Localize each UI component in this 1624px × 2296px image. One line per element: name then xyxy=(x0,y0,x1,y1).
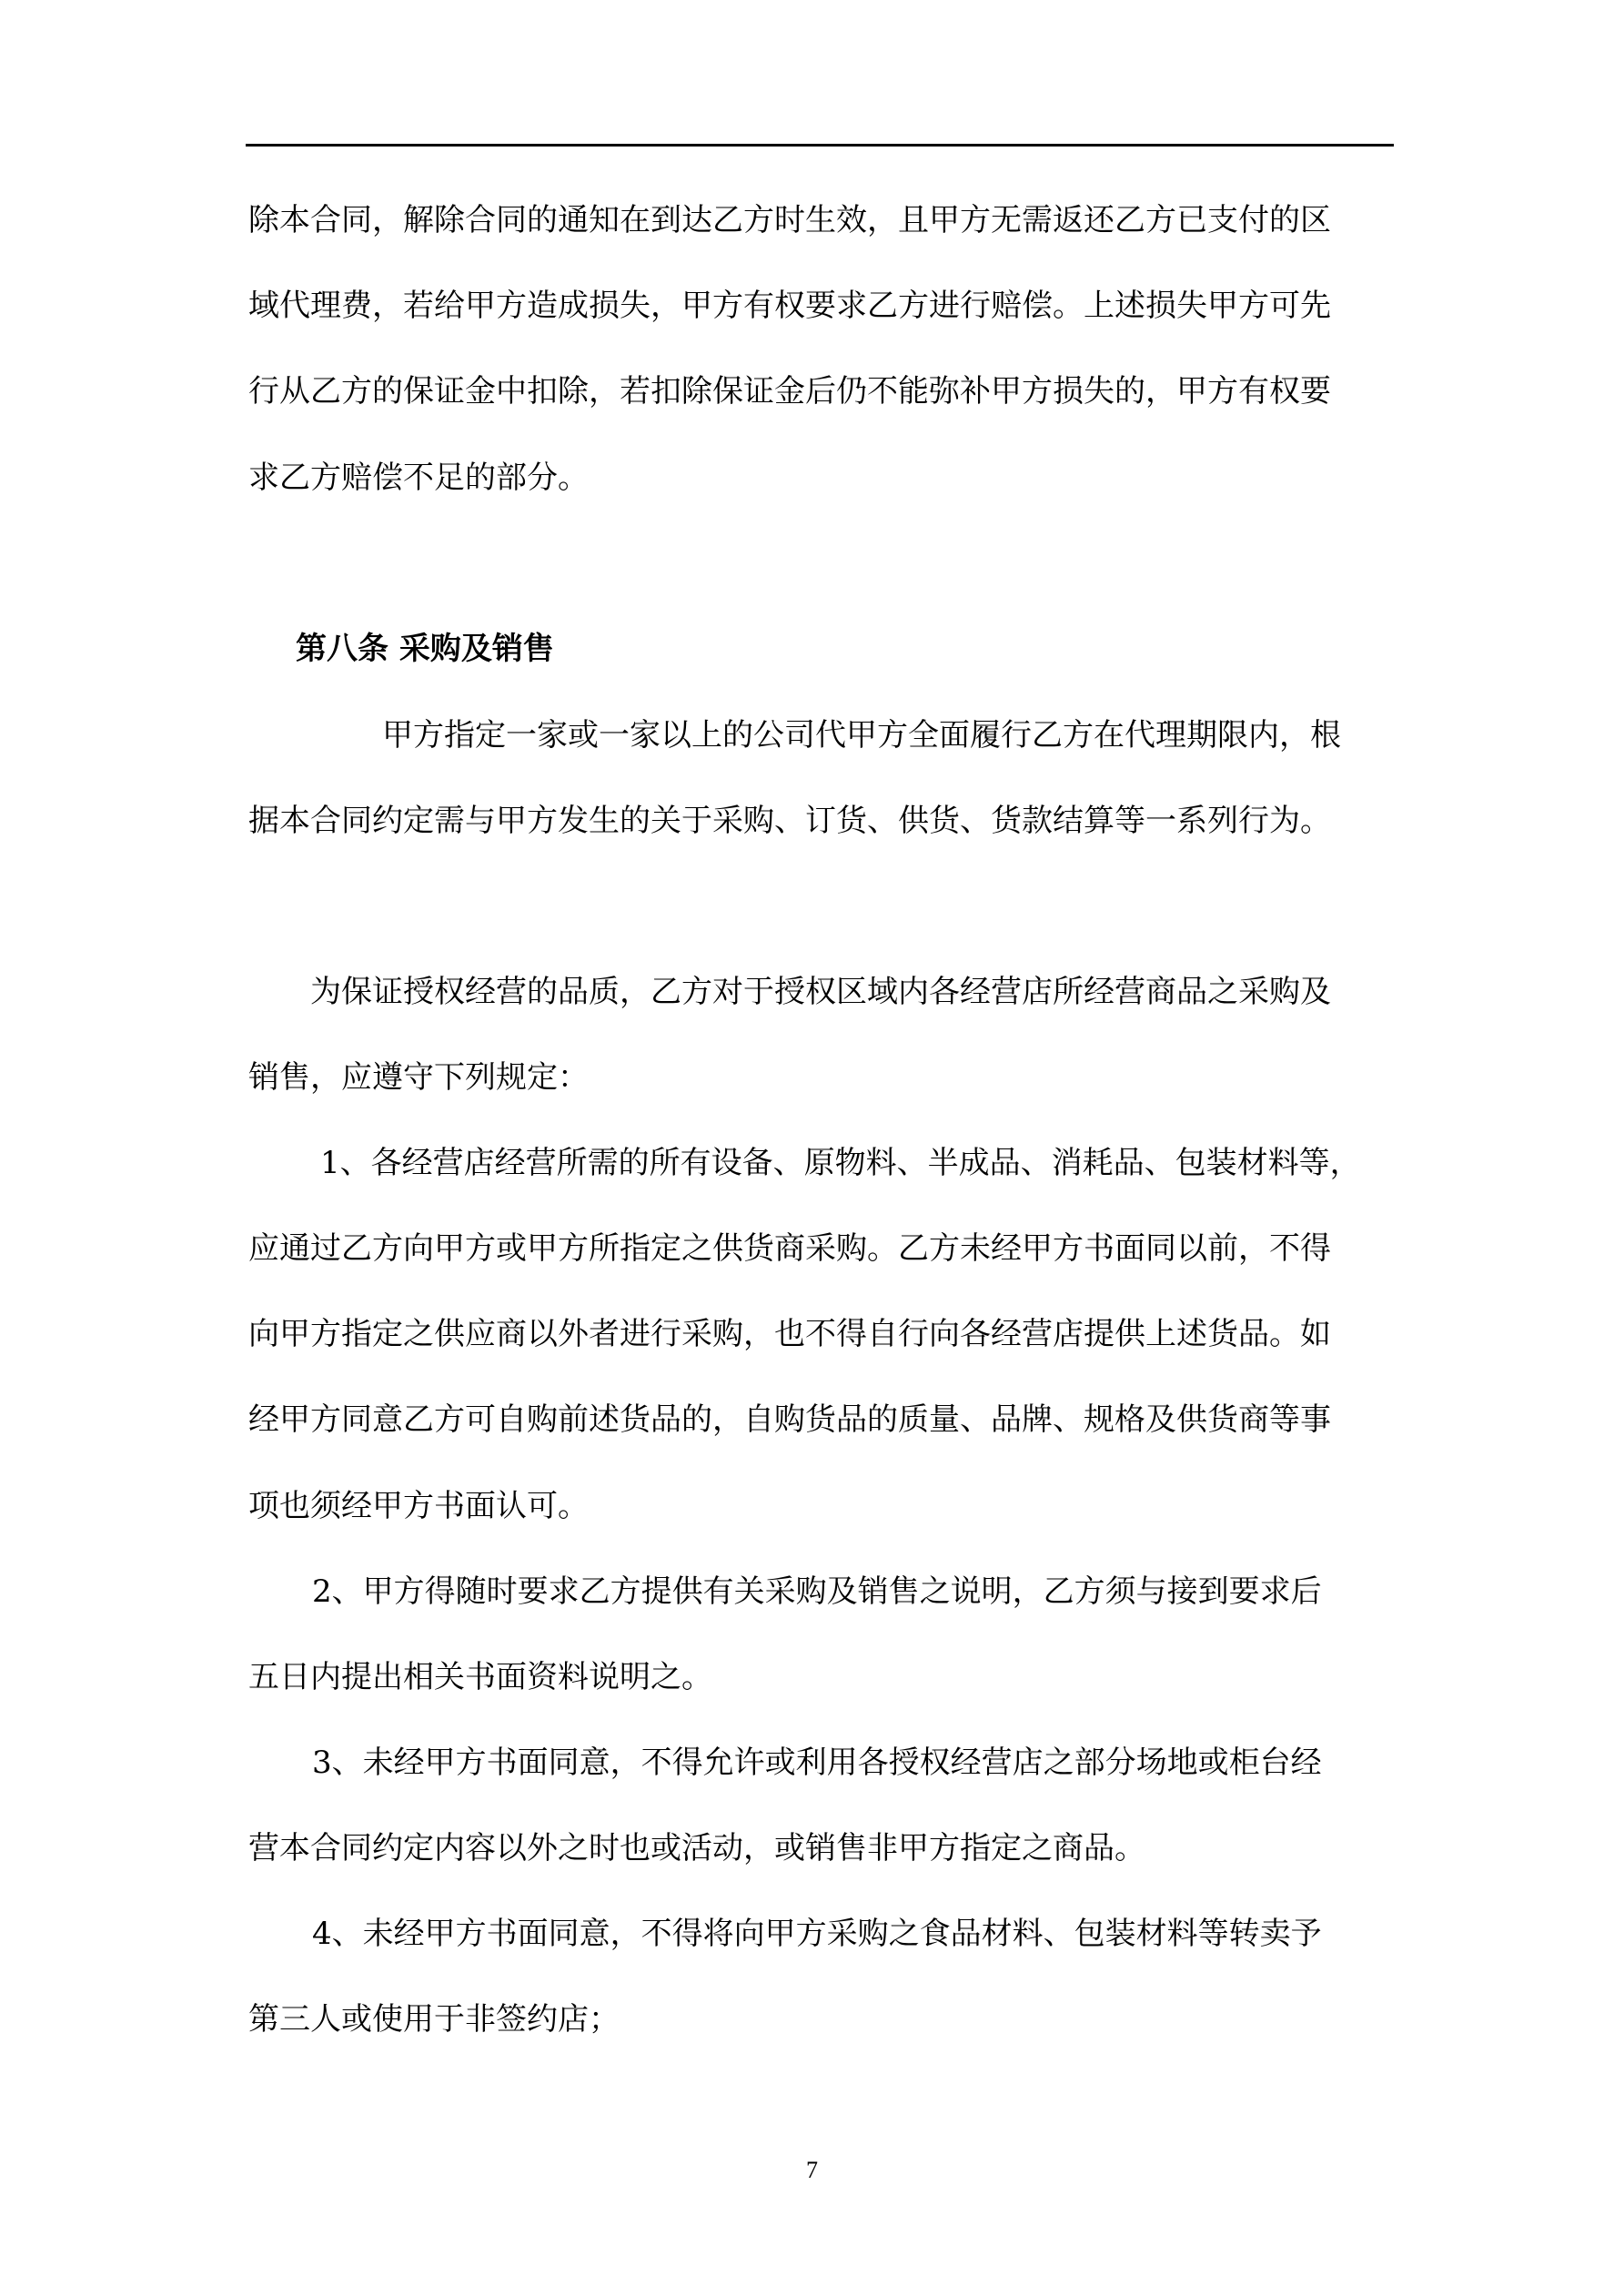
list-item-line: 项也须经甲方书面认可。 xyxy=(248,1488,589,1524)
paragraph-line: 为保证授权经营的品质，乙方对于授权区域内各经营店所经营商品之采购及 xyxy=(310,974,1331,1010)
paragraph-line: 甲方指定一家或一家以上的公司代甲方全面履行乙方在代理期限内，根 xyxy=(382,717,1341,754)
list-item-line: 2、甲方得随时要求乙方提供有关采购及销售之说明，乙方须与接到要求后 xyxy=(312,1573,1322,1610)
list-item-line: 应通过乙方向甲方或甲方所指定之供货商采购。乙方未经甲方书面同以前，不得 xyxy=(248,1230,1331,1267)
list-item-line: 五日内提出相关书面资料说明之。 xyxy=(248,1659,712,1695)
list-item-line: 向甲方指定之供应商以外者进行采购，也不得自行向各经营店提供上述货品。如 xyxy=(248,1316,1331,1352)
list-item-line: 经甲方同意乙方可自购前述货品的，自购货品的质量、品牌、规格及供货商等事 xyxy=(248,1401,1331,1438)
page-number: 7 xyxy=(806,2157,818,2183)
list-item-line: 1、各经营店经营所需的所有设备、原物料、半成品、消耗品、包装材料等， xyxy=(320,1145,1361,1181)
list-item-line: 营本合同约定内容以外之时也或活动，或销售非甲方指定之商品。 xyxy=(248,1830,1145,1866)
list-item-line: 3、未经甲方书面同意，不得允许或利用各授权经营店之部分场地或柜台经 xyxy=(312,1745,1322,1781)
list-item-line: 第三人或使用于非签约店； xyxy=(248,2001,620,2038)
section-heading: 第八条 采购及销售 xyxy=(296,631,554,667)
paragraph-line: 据本合同约定需与甲方发生的关于采购、订货、供货、货款结算等一系列行为。 xyxy=(248,803,1331,839)
paragraph-line: 求乙方赔偿不足的部分。 xyxy=(248,460,589,496)
header-rule xyxy=(246,144,1394,147)
paragraph-line: 除本合同，解除合同的通知在到达乙方时生效，且甲方无需返还乙方已支付的区 xyxy=(248,202,1331,238)
list-item-line: 4、未经甲方书面同意，不得将向甲方采购之食品材料、包装材料等转卖予 xyxy=(312,1916,1322,1952)
paragraph-line: 域代理费，若给甲方造成损失，甲方有权要求乙方进行赔偿。上述损失甲方可先 xyxy=(248,288,1331,324)
paragraph-line: 行从乙方的保证金中扣除，若扣除保证金后仍不能弥补甲方损失的，甲方有权要 xyxy=(248,373,1331,410)
paragraph-line: 销售，应遵守下列规定： xyxy=(248,1059,589,1096)
